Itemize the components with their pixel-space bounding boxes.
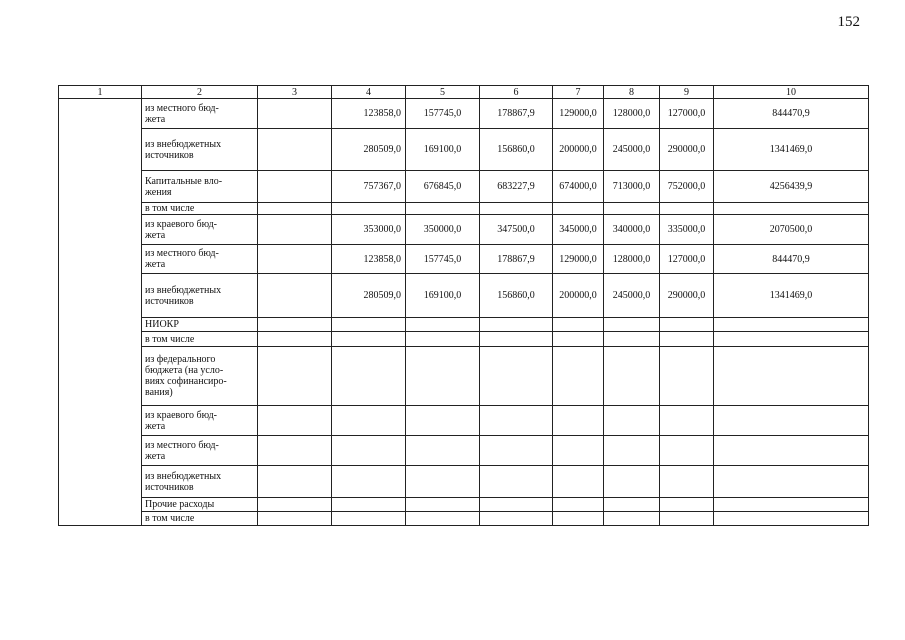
cell-c8 xyxy=(604,318,660,332)
cell-c7: 129000,0 xyxy=(553,99,604,129)
cell-c8 xyxy=(604,498,660,512)
cell-c10 xyxy=(714,436,869,466)
cell-c3 xyxy=(258,347,332,406)
cell-c4 xyxy=(332,332,406,347)
row-label: из местного бюд- жета xyxy=(142,245,258,274)
row-label: из внебюджетных источников xyxy=(142,129,258,171)
table-row xyxy=(59,99,869,129)
cell-c10: 1341469,0 xyxy=(714,274,869,318)
column-header: 8 xyxy=(604,86,660,99)
cell-c5: 350000,0 xyxy=(406,215,480,245)
cell-c8 xyxy=(604,512,660,526)
cell-c4: 757367,0 xyxy=(332,171,406,203)
table-row xyxy=(59,436,869,466)
cell-c8 xyxy=(604,466,660,498)
cell-c9 xyxy=(660,512,714,526)
table-row xyxy=(59,203,869,215)
cell-c5 xyxy=(406,436,480,466)
cell-c8: 245000,0 xyxy=(604,274,660,318)
cell-c6 xyxy=(480,436,553,466)
cell-c4 xyxy=(332,318,406,332)
table-row xyxy=(59,245,869,274)
cell-c5 xyxy=(406,332,480,347)
cell-c5: 157745,0 xyxy=(406,245,480,274)
cell-c7 xyxy=(553,347,604,406)
cell-c6 xyxy=(480,203,553,215)
cell-c7 xyxy=(553,498,604,512)
column-header: 6 xyxy=(480,86,553,99)
cell-c3 xyxy=(258,498,332,512)
cell-c10: 2070500,0 xyxy=(714,215,869,245)
cell-c8 xyxy=(604,203,660,215)
row-label: Капитальные вло- жения xyxy=(142,171,258,203)
cell-c5: 676845,0 xyxy=(406,171,480,203)
column-header: 9 xyxy=(660,86,714,99)
cell-c10 xyxy=(714,332,869,347)
table-row xyxy=(59,406,869,436)
cell-c7 xyxy=(553,406,604,436)
row-label: из краевого бюд- жета xyxy=(142,406,258,436)
cell-c4 xyxy=(332,347,406,406)
cell-c7 xyxy=(553,318,604,332)
header-row xyxy=(59,86,869,99)
table-row xyxy=(59,318,869,332)
cell-c10: 844470,9 xyxy=(714,99,869,129)
cell-c3 xyxy=(258,245,332,274)
cell-c7 xyxy=(553,203,604,215)
cell-c3 xyxy=(258,99,332,129)
cell-c7 xyxy=(553,332,604,347)
table-row xyxy=(59,274,869,318)
cell-c5 xyxy=(406,498,480,512)
cell-c7: 200000,0 xyxy=(553,129,604,171)
cell-c4 xyxy=(332,466,406,498)
cell-c3 xyxy=(258,203,332,215)
cell-c7 xyxy=(553,512,604,526)
cell-c9 xyxy=(660,318,714,332)
column-header: 7 xyxy=(553,86,604,99)
cell-c9: 752000,0 xyxy=(660,171,714,203)
column-header: 2 xyxy=(142,86,258,99)
cell-c3 xyxy=(258,215,332,245)
cell-c5 xyxy=(406,512,480,526)
cell-c10 xyxy=(714,512,869,526)
column-header: 5 xyxy=(406,86,480,99)
cell-c6 xyxy=(480,498,553,512)
cell-c5 xyxy=(406,203,480,215)
cell-c9: 290000,0 xyxy=(660,274,714,318)
cell-c7: 674000,0 xyxy=(553,171,604,203)
cell-c7: 345000,0 xyxy=(553,215,604,245)
cell-c4: 280509,0 xyxy=(332,129,406,171)
cell-c7 xyxy=(553,436,604,466)
cell-c10 xyxy=(714,498,869,512)
column-header: 3 xyxy=(258,86,332,99)
row-label: из внебюджетных источников xyxy=(142,274,258,318)
cell-c8 xyxy=(604,436,660,466)
cell-c10: 4256439,9 xyxy=(714,171,869,203)
cell-c8 xyxy=(604,406,660,436)
cell-c4 xyxy=(332,498,406,512)
cell-c3 xyxy=(258,171,332,203)
cell-c8: 245000,0 xyxy=(604,129,660,171)
cell-c4: 123858,0 xyxy=(332,99,406,129)
cell-c4: 353000,0 xyxy=(332,215,406,245)
cell-c9 xyxy=(660,332,714,347)
cell-c8 xyxy=(604,347,660,406)
row-label: из местного бюд- жета xyxy=(142,99,258,129)
cell-c6 xyxy=(480,406,553,436)
cell-c6: 178867,9 xyxy=(480,99,553,129)
column-1-cell xyxy=(59,99,142,526)
cell-c8: 713000,0 xyxy=(604,171,660,203)
page-number: 152 xyxy=(837,14,860,30)
cell-c3 xyxy=(258,466,332,498)
cell-c3 xyxy=(258,332,332,347)
cell-c4: 280509,0 xyxy=(332,274,406,318)
table-row xyxy=(59,332,869,347)
cell-c4 xyxy=(332,406,406,436)
table-row xyxy=(59,171,869,203)
cell-c4 xyxy=(332,203,406,215)
budget-table xyxy=(58,85,869,526)
column-header: 1 xyxy=(59,86,142,99)
table-row xyxy=(59,498,869,512)
cell-c10 xyxy=(714,347,869,406)
cell-c3 xyxy=(258,436,332,466)
cell-c6 xyxy=(480,347,553,406)
cell-c5 xyxy=(406,466,480,498)
cell-c3 xyxy=(258,274,332,318)
cell-c4: 123858,0 xyxy=(332,245,406,274)
cell-c7 xyxy=(553,466,604,498)
cell-c9: 127000,0 xyxy=(660,245,714,274)
table-row xyxy=(59,129,869,171)
cell-c9 xyxy=(660,347,714,406)
cell-c8: 340000,0 xyxy=(604,215,660,245)
cell-c3 xyxy=(258,129,332,171)
cell-c6: 178867,9 xyxy=(480,245,553,274)
cell-c6: 683227,9 xyxy=(480,171,553,203)
cell-c9 xyxy=(660,203,714,215)
cell-c8: 128000,0 xyxy=(604,99,660,129)
cell-c10: 844470,9 xyxy=(714,245,869,274)
cell-c6 xyxy=(480,332,553,347)
cell-c10 xyxy=(714,406,869,436)
cell-c5: 169100,0 xyxy=(406,129,480,171)
column-header: 10 xyxy=(714,86,869,99)
cell-c4 xyxy=(332,512,406,526)
cell-c8 xyxy=(604,332,660,347)
row-label: Прочие расходы xyxy=(142,498,258,512)
cell-c10 xyxy=(714,318,869,332)
cell-c6: 156860,0 xyxy=(480,274,553,318)
row-label: из внебюджетных источников xyxy=(142,466,258,498)
row-label: в том числе xyxy=(142,203,258,215)
row-label: из краевого бюд- жета xyxy=(142,215,258,245)
cell-c7: 200000,0 xyxy=(553,274,604,318)
cell-c9: 127000,0 xyxy=(660,99,714,129)
cell-c5 xyxy=(406,347,480,406)
cell-c8: 128000,0 xyxy=(604,245,660,274)
table-row xyxy=(59,466,869,498)
cell-c6 xyxy=(480,318,553,332)
table-row xyxy=(59,347,869,406)
cell-c9 xyxy=(660,498,714,512)
cell-c4 xyxy=(332,436,406,466)
cell-c7: 129000,0 xyxy=(553,245,604,274)
cell-c9: 290000,0 xyxy=(660,129,714,171)
row-label: из федерального бюджета (на усло- виях софинансиро- вания) xyxy=(142,347,258,406)
cell-c9 xyxy=(660,436,714,466)
row-label: НИОКР xyxy=(142,318,258,332)
cell-c9 xyxy=(660,466,714,498)
cell-c10: 1341469,0 xyxy=(714,129,869,171)
table-body xyxy=(59,99,869,526)
cell-c5 xyxy=(406,318,480,332)
row-label: из местного бюд- жета xyxy=(142,436,258,466)
table-row xyxy=(59,215,869,245)
cell-c5: 157745,0 xyxy=(406,99,480,129)
cell-c10 xyxy=(714,203,869,215)
cell-c3 xyxy=(258,512,332,526)
cell-c6 xyxy=(480,466,553,498)
cell-c6: 156860,0 xyxy=(480,129,553,171)
cell-c5: 169100,0 xyxy=(406,274,480,318)
cell-c10 xyxy=(714,466,869,498)
cell-c3 xyxy=(258,318,332,332)
cell-c5 xyxy=(406,406,480,436)
table-row xyxy=(59,512,869,526)
table-header xyxy=(59,86,869,99)
cell-c9 xyxy=(660,406,714,436)
cell-c9: 335000,0 xyxy=(660,215,714,245)
cell-c3 xyxy=(258,406,332,436)
row-label: в том числе xyxy=(142,332,258,347)
column-header: 4 xyxy=(332,86,406,99)
row-label: в том числе xyxy=(142,512,258,526)
cell-c6: 347500,0 xyxy=(480,215,553,245)
cell-c6 xyxy=(480,512,553,526)
